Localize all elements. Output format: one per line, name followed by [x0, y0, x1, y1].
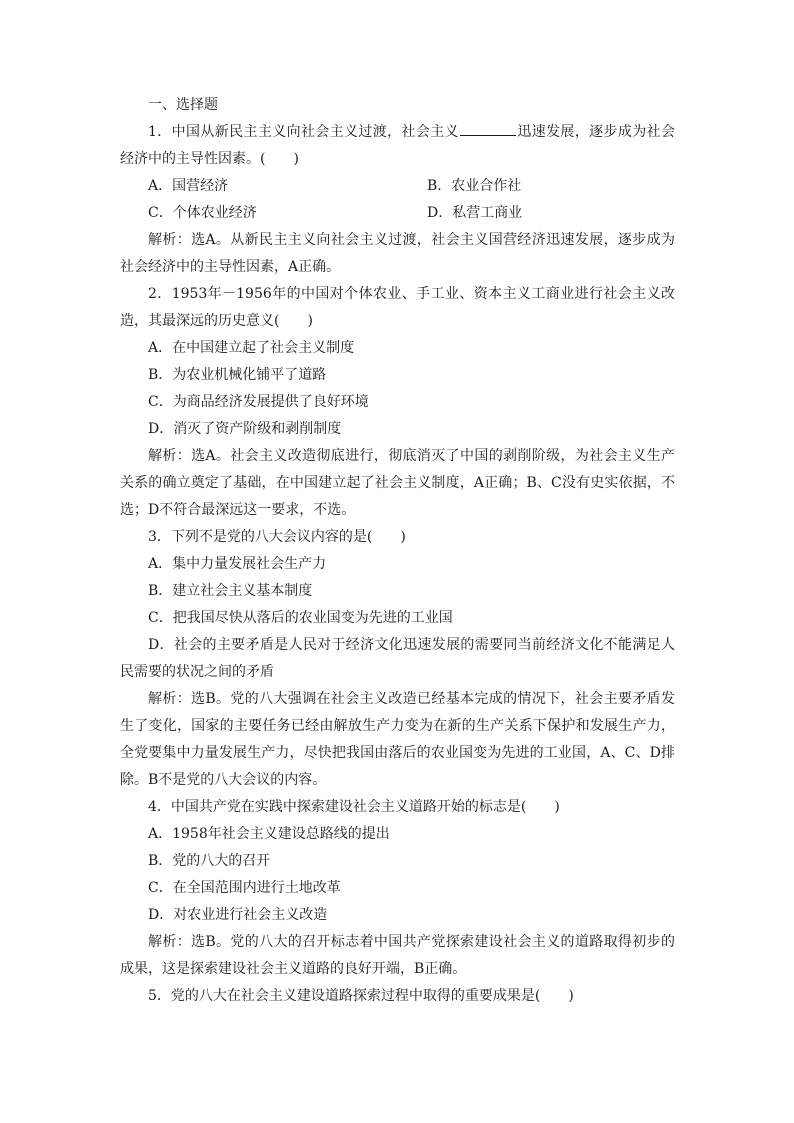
question-3-option-d: D．社会的主要矛盾是人民对于经济文化迅速发展的需要同当前经济文化不能满足人民需要的状况之间的矛盾 [120, 637, 675, 680]
question-1-stem-part-b: 迅速发展，逐步成为社会经济中的主导性因素。( ) [120, 124, 675, 167]
question-1-analysis: 解析：选A。从新民主主义向社会主义过渡，社会主义国营经济迅速发展，逐步成为社会经济中的主导性因素，A正确。 [120, 232, 675, 275]
question-3-option-a: A．集中力量发展社会生产力 [148, 556, 327, 572]
question-3-analysis: 解析：选B。党的八大强调在社会主义改造已经基本完成的情况下，社会主要矛盾发生了变化，国家的主要任务已经由解放生产力变为在新的生产关系下保护和发展生产力，全党要集中力量发展生产力，尽快把我国由落后的农业国变为先进的工业国，A、C、D排除。B不是党的八大会议的内容。 [120, 691, 675, 788]
question-2-analysis: 解析：选A。社会主义改造彻底进行，彻底消灭了中国的剥削阶级，为社会主义生产关系的确立奠定了基础，在中国建立起了社会主义制度，A正确；B、C没有史实依据，不选；D不符合最深远这一要求，不选。 [120, 448, 675, 518]
question-1-options-row-1 [120, 173, 675, 200]
question-1-stem [120, 119, 675, 173]
question-4-option-b: B．党的八大的召开 [148, 853, 271, 869]
question-1-option-b: B．农业合作社 [427, 178, 522, 194]
question-4-option-c: C．在全国范围内进行土地改革 [148, 880, 341, 896]
question-3-stem: 3．下列不是党的八大会议内容的是( ) [148, 529, 406, 545]
question-1-option-c: C．个体农业经济 [148, 205, 257, 221]
question-4-option-d: D．对农业进行社会主义改造 [148, 907, 328, 923]
question-2-option-b: B．为农业机械化铺平了道路 [148, 367, 327, 383]
question-4-stem: 4．中国共产党在实践中探索建设社会主义道路开始的标志是( ) [148, 799, 560, 815]
question-1-option-a: A．国营经济 [148, 178, 229, 194]
question-2-option-d: D．消灭了资产阶级和剥削制度 [148, 421, 342, 437]
question-1-stem-part-a: 1．中国从新民主主义向社会主义过渡，社会主义 [148, 124, 459, 140]
question-3-option-b: B．建立社会主义基本制度 [148, 583, 313, 599]
question-4-analysis: 解析：选B。党的八大的召开标志着中国共产党探索建设社会主义的道路取得初步的成果，这是探索建设社会主义道路的良好开端，B正确。 [120, 934, 675, 977]
question-2-option-a: A．在中国建立起了社会主义制度 [148, 340, 355, 356]
question-2-stem: 2．1953年－1956年的中国对个体农业、手工业、资本主义工商业进行社会主义改造，其最深远的历史意义( ) [120, 286, 675, 329]
fill-in-blank [460, 121, 516, 136]
question-5-stem: 5．党的八大在社会主义建设道路探索过程中取得的重要成果是( ) [148, 988, 574, 1004]
question-1-options-row-2 [120, 200, 675, 227]
question-3-option-c: C．把我国尽快从落后的农业国变为先进的工业国 [148, 610, 453, 626]
question-4-option-a: A．1958年社会主义建设总路线的提出 [148, 826, 390, 842]
question-1-option-d: D．私营工商业 [427, 205, 523, 221]
exam-page [120, 92, 675, 1010]
section-title: 一、选择题 [148, 97, 218, 113]
question-2-option-c: C．为商品经济发展提供了良好环境 [148, 394, 369, 410]
